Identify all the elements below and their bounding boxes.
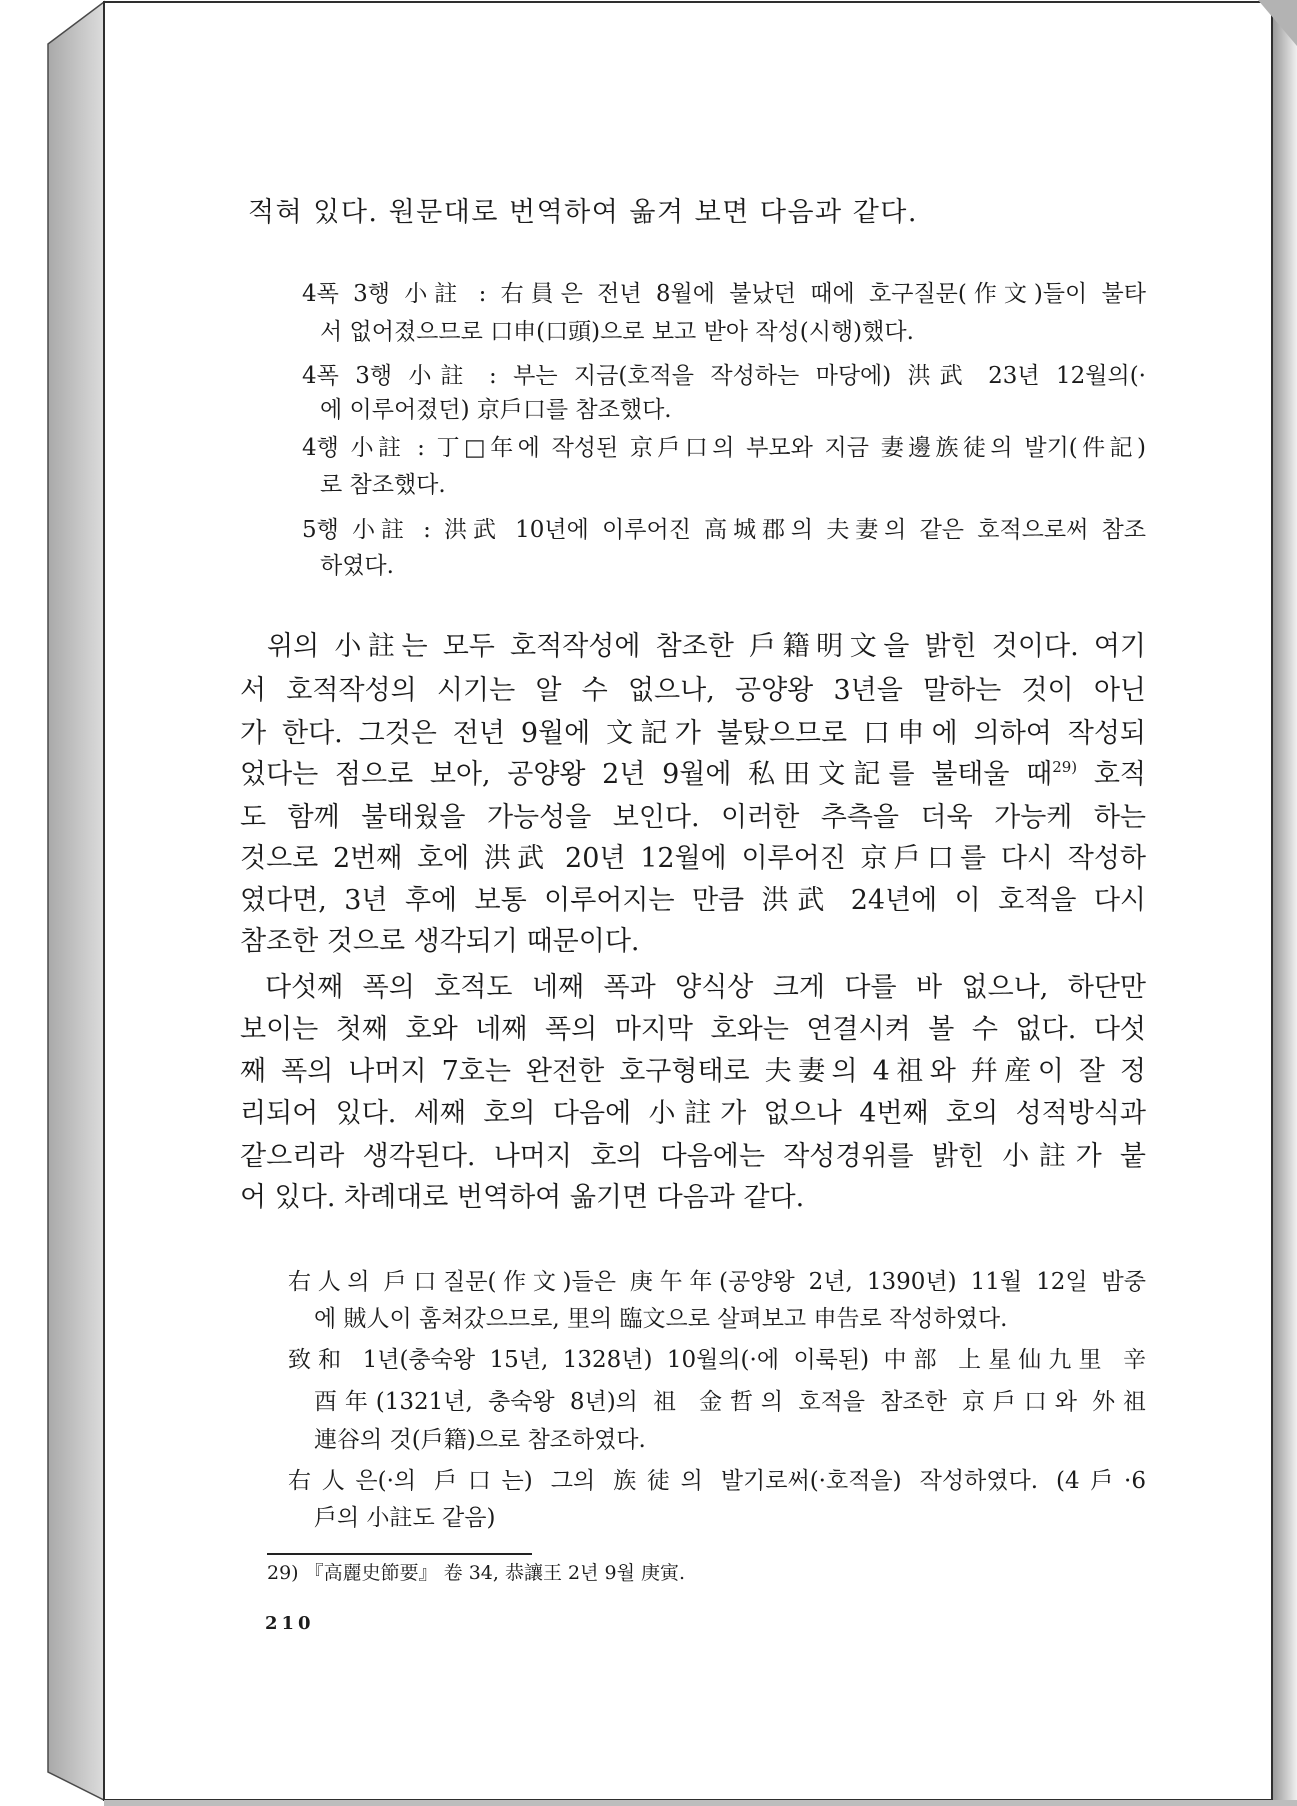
body-text-line: 서 호적작성의 시기는 알 수 없으나, 공양왕 3년을 말하는 것이 아닌 [240, 675, 1146, 706]
body-text-line: 보이는 첫째 호와 네째 폭의 마지막 호와는 연결시켜 볼 수 없다. 다섯 [240, 1014, 1146, 1045]
page-bottom-shadow [104, 1800, 1297, 1806]
body-text-line: 가 한다. 그것은 전년 9월에 文記가 불탔으므로 口申에 의하여 작성되 [240, 718, 1146, 749]
note-line: 酉年(1321년, 충숙왕 8년)의 祖 金哲의 호적을 참조한 京戶口와 外祖 [314, 1389, 1146, 1415]
note-line: 連谷의 것(戶籍)으로 참조하였다. [314, 1427, 646, 1453]
body-text-segment: 호적 [1077, 759, 1146, 790]
body-text-line: 다섯째 폭의 호적도 네째 폭과 양식상 크게 다를 바 없으나, 하단만 [265, 972, 1146, 1003]
body-text-segment: 었다는 점으로 보아, 공양왕 2년 9월에 私田文記를 불태울 때 [240, 759, 1053, 790]
note-line: 戶의 小註도 같음) [314, 1505, 496, 1531]
note-line: 4폭 3행 小註 : 부는 지금(호적을 작성하는 마당에) 洪武 23년 12월의(· [302, 363, 1146, 389]
note-line: 4폭 3행 小註 : 右員은 전년 8월에 불났던 때에 호구질문(作文)들이 불타 [302, 281, 1146, 307]
body-text-line: 째 폭의 나머지 7호는 완전한 호구형태로 夫妻의 4祖와 幷産이 잘 정 [240, 1056, 1146, 1087]
note-line: 4행 小註 : 丁□年에 작성된 京戶口의 부모와 지금 妻邊族徒의 발기(件記) [302, 435, 1146, 461]
body-text-line: 참조한 것으로 생각되기 때문이다. [240, 926, 640, 957]
page-number: 210 [265, 1613, 315, 1634]
book-edge [48, 2, 104, 1800]
body-text-line: 같으리라 생각된다. 나머지 호의 다음에는 작성경위를 밝힌 小註가 붙 [240, 1141, 1146, 1172]
opening-line: 적혀 있다. 원문대로 번역하여 옮겨 보면 다음과 같다. [248, 197, 918, 228]
body-text-line: 였다면, 3년 후에 보통 이루어지는 만큼 洪武 24년에 이 호적을 다시 [240, 885, 1146, 916]
footnote-rule [267, 1553, 532, 1555]
body-text-line: 어 있다. 차례대로 번역하여 옮기면 다음과 같다. [240, 1182, 805, 1213]
note-line: 致和 1년(충숙왕 15년, 1328년) 10월의(·에 이룩된) 中部 上星仙九里 辛 [288, 1347, 1146, 1373]
page-right-shadow [1273, 0, 1297, 1806]
body-text-line: 위의 小註는 모두 호적작성에 참조한 戶籍明文을 밝힌 것이다. 여기 [267, 631, 1146, 662]
footnote: 29) 『高麗史節要』 卷 34, 恭讓王 2년 9월 庚寅. [267, 1562, 686, 1584]
note-line: 서 없어졌으므로 口申(口頭)으로 보고 받아 작성(시행)했다. [320, 319, 914, 345]
footnote-reference: 29) [1052, 758, 1078, 776]
note-line: 5행 小註 : 洪武 10년에 이루어진 高城郡의 夫妻의 같은 호적으로써 참조 [302, 517, 1146, 543]
note-line: 右人의 戶口질문(作文)들은 庚午年(공양왕 2년, 1390년) 11월 12일 밤중 [288, 1269, 1146, 1295]
note-line: 로 참조했다. [320, 472, 446, 498]
note-line: 에 이루어졌던) 京戶口를 참조했다. [320, 397, 672, 423]
body-text-line: 리되어 있다. 세째 호의 다음에 小註가 없으나 4번째 호의 성적방식과 [240, 1098, 1146, 1129]
note-line: 右人은(·의 戶口는) 그의 族徒의 발기로써(·호적을) 작성하였다. (4戶·6 [288, 1468, 1146, 1494]
note-line: 에 賊人이 훔쳐갔으므로, 里의 臨文으로 살펴보고 申告로 작성하였다. [314, 1306, 1008, 1332]
body-text-line: 것으로 2번째 호에 洪武 20년 12월에 이루어진 京戶口를 다시 작성하 [240, 843, 1146, 874]
body-text-line [240, 756, 1146, 794]
note-line: 하였다. [320, 553, 394, 579]
body-text-line: 도 함께 불태웠을 가능성을 보인다. 이러한 추측을 더욱 가능케 하는 [240, 802, 1146, 833]
